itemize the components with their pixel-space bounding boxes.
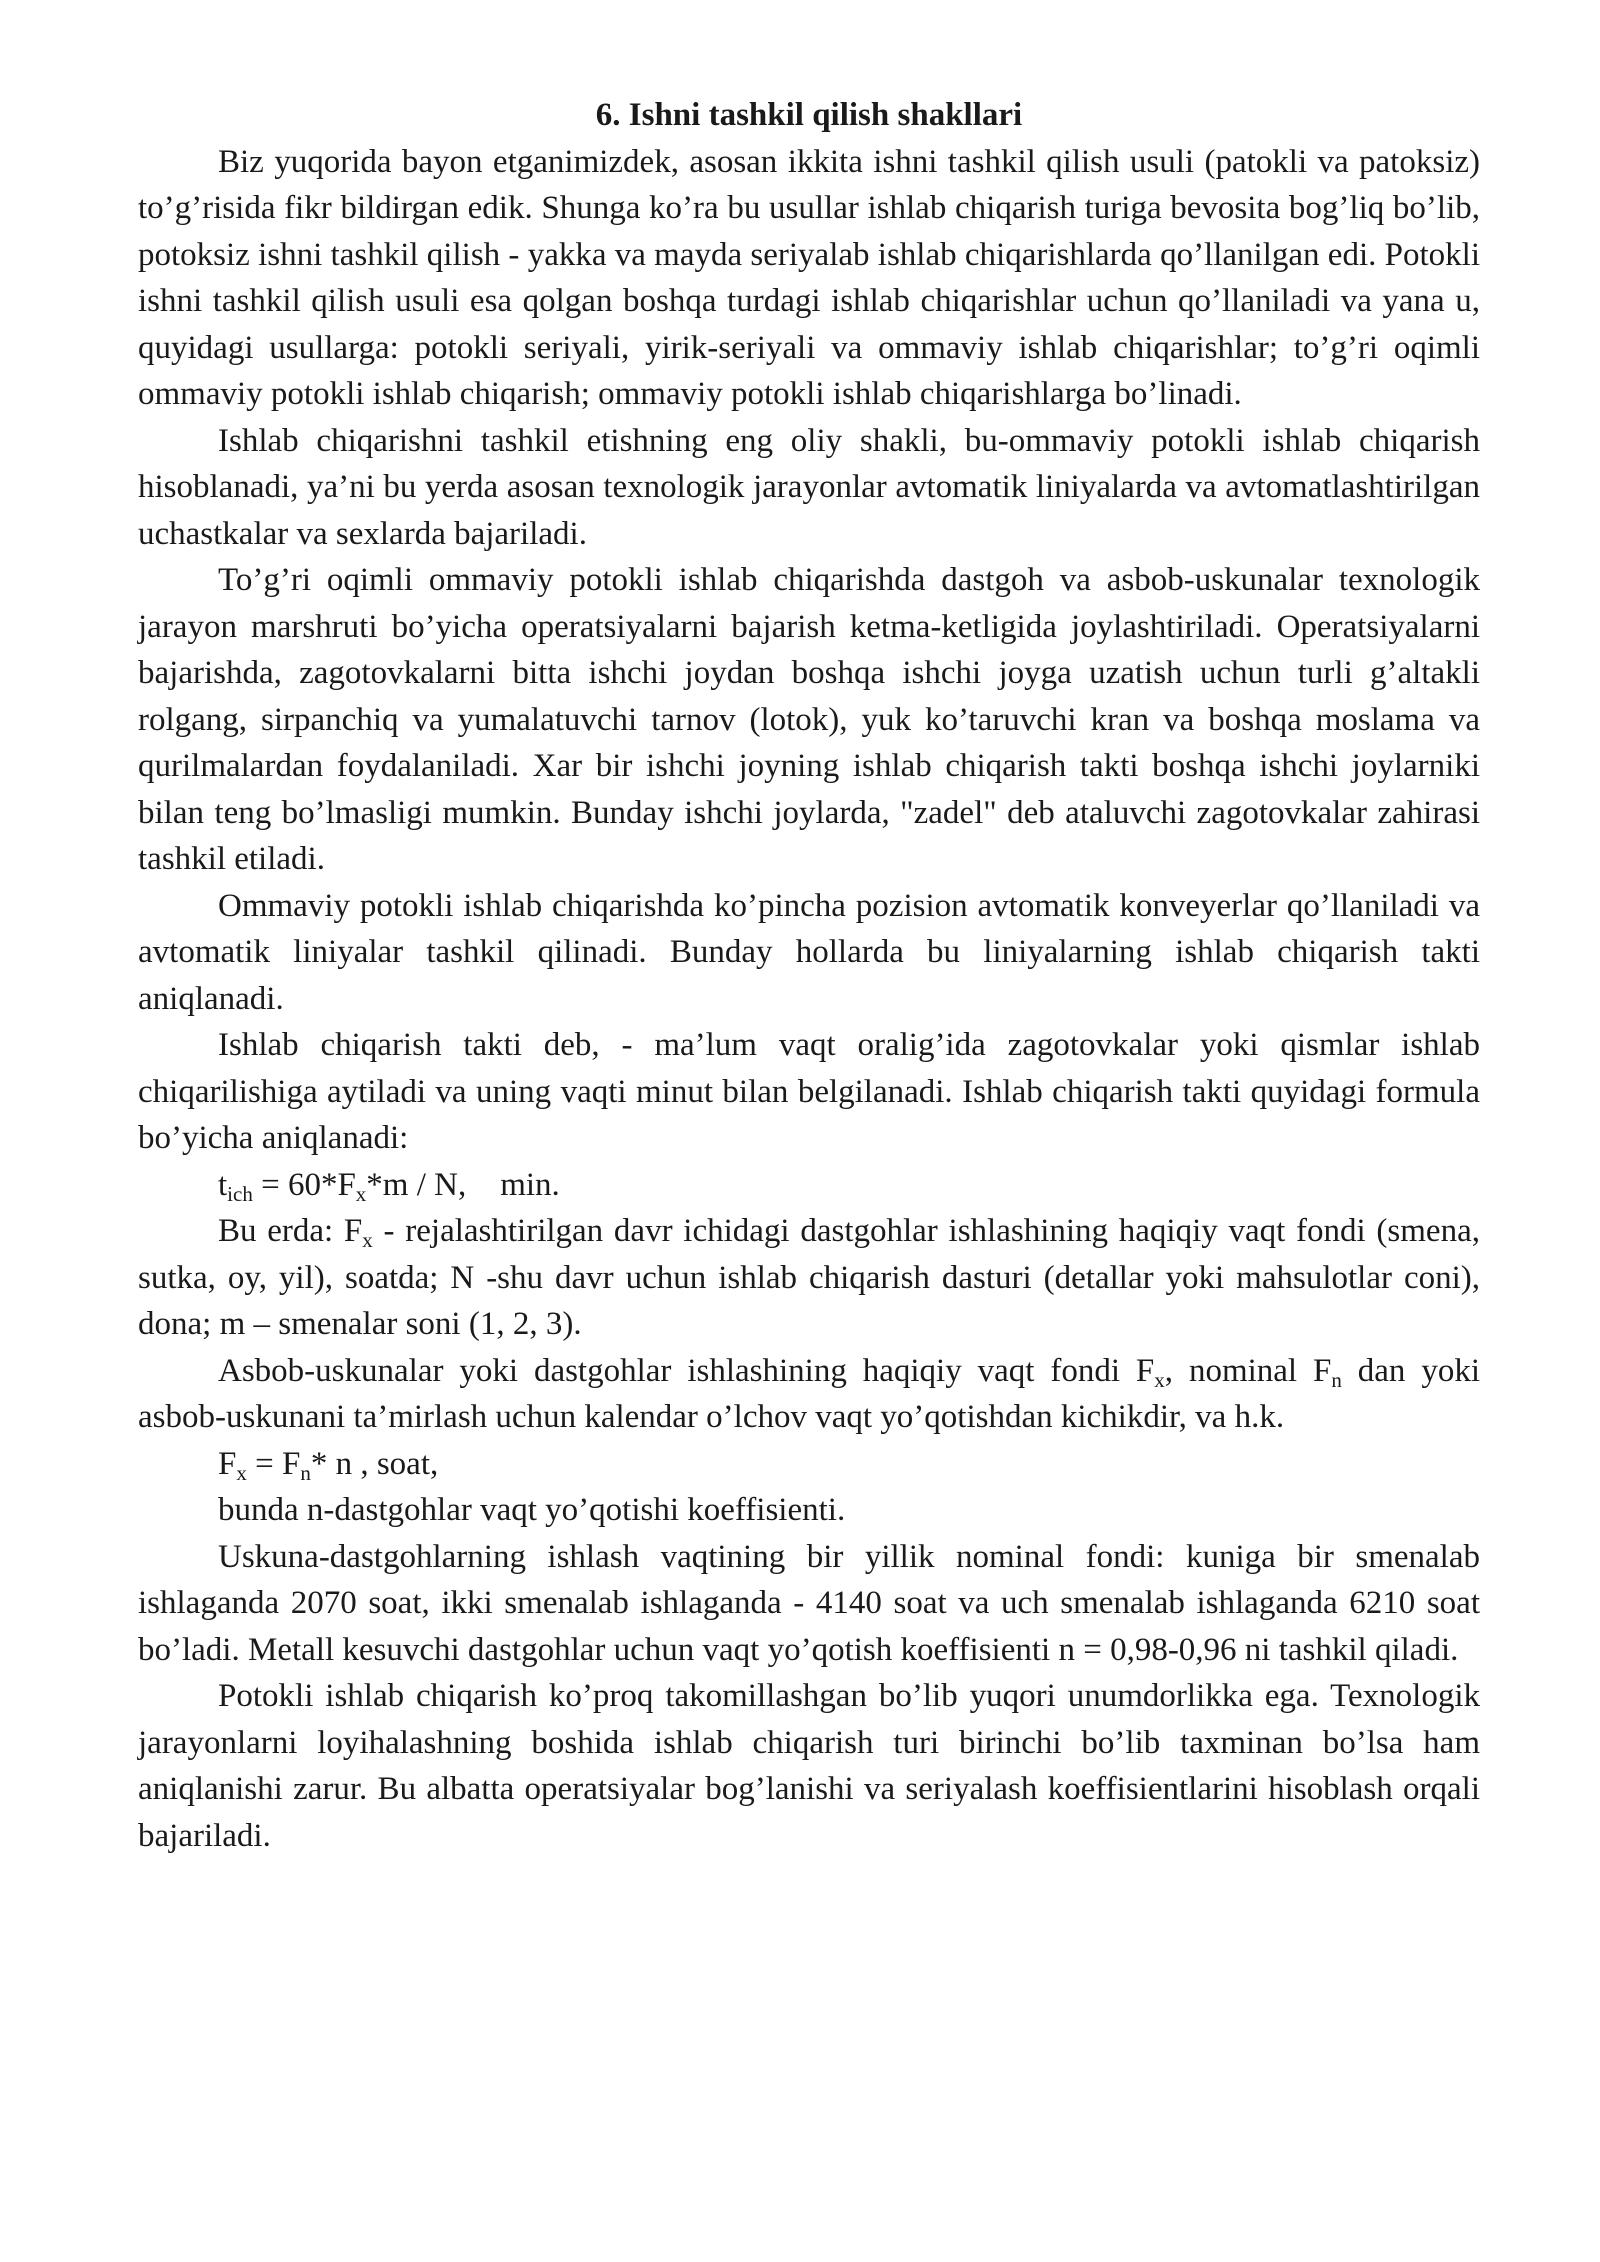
formula-subscript-x: x	[355, 1181, 367, 1206]
fund-formula	[138, 1441, 1480, 1488]
p7-subscript-x: x	[1154, 1367, 1165, 1392]
section-title: 6. Ishni tashkil qilish shakllari	[595, 97, 1023, 133]
p7-subscript-n: n	[1331, 1367, 1342, 1392]
formula2-rest: * n , soat,	[310, 1445, 439, 1482]
formula2-subscript-n: n	[300, 1460, 311, 1485]
p6-lead: Bu erda: F	[218, 1213, 363, 1249]
p7-lead: Asbob-uskunalar yoki dastgohlar ishlashining haqiqiy vaqt fondi F	[218, 1352, 1155, 1389]
formula2-var: F	[218, 1445, 237, 1482]
p7-text: dan yoki asbob-uskunani ta’mirlash uchun kalendar o’lchov vaqt yo’qotishdan kichikdir, va h.k.	[138, 1352, 1480, 1435]
formula-body-end: *m / N,	[366, 1166, 467, 1203]
p6-subscript: x	[362, 1228, 373, 1252]
formula2-mid: = F	[246, 1445, 301, 1482]
formula-subscript: ich	[227, 1181, 253, 1206]
paragraph-5: Ishlab chiqarish takti deb, - ma’lum vaqt oralig’ida zagotovkalar yoki qismlar ishlab chiqarilishiga aytiladi va uning vaqti minut bilan belgilanadi. Ishlab chiqarish takti quyidagi formula bo’yicha aniqlanadi:	[138, 1027, 1480, 1156]
paragraph-7	[138, 1348, 1480, 1441]
paragraph-8: Uskuna-dastgohlarning ishlash vaqtining bir yillik nominal fondi: kuniga bir smenalab ishlaganda 2070 soat, ikki smenalab ishlaganda - 4140 soat va uch smenalab ishlaganda 6210 soat bo’ladi. Metall kesuvchi dastgohlar uchun vaqt yo’qotish koeffisienti n = 0,98-0,96 ni tashkil qiladi.	[138, 1538, 1480, 1668]
p6-text: - rejalashtirilgan davr ichidagi dastgohlar ishlashining haqiqiy vaqt fondi (smena, sutka, oy, yil), soatda; N -shu davr uchun ishlab chiqarish dasturi (detallar yoki mahsulotlar coni), dona; m – smenalar soni (1, 2, 3).	[138, 1213, 1480, 1342]
p7-mid: , nominal F	[1164, 1352, 1332, 1389]
paragraph-6	[138, 1208, 1480, 1348]
formula-var: t	[218, 1166, 228, 1203]
paragraph-9: Potokli ishlab chiqarish ko’proq takomillashgan bo’lib yuqori unumdorlikka ega. Texnologik jarayonlarni loyihalashning boshida ishlab chiqarish turi birinchi bo’lib taxminan bo’lsa ham aniqlanishi zarur. Bu albatta operatsiyalar bog’lanishi va seriyalash koeffisientlarini hisoblash orqali bajariladi.	[138, 1678, 1480, 1854]
takt-formula	[138, 1162, 1480, 1209]
formula2-subscript: x	[236, 1460, 247, 1485]
formula-body: = 60*F	[252, 1166, 356, 1203]
document-page	[138, 92, 1480, 1859]
paragraph-3: To’g’ri oqimli ommaviy potokli ishlab chiqarishda dastgoh va asbob-uskunalar texnologik jarayon marshruti bo’yicha operatsiyalarni bajarish ketma-ketligida joylashtiriladi. Operatsiyalarni bajarishda, zagotovkalarni bitta ishchi joydan boshqa ishchi joyga uzatish uchun turli g’altakli rolgang, sirpanchiq va yumalatuvchi tarnov (lotok), yuk ko’taruvchi kran va boshqa moslama va qurilmalardan foydalaniladi. Xar bir ishchi joyning ishlab chiqarish takti boshqa ishchi joylarniki bilan teng bo’lmasligi mumkin. Bunday ishchi joylarda, "zadel" deb ataluvchi zagotovkalar zahirasi tashkil etiladi.	[138, 562, 1480, 877]
formula2-note: bunda n-dastgohlar vaqt yo’qotishi koeffisienti.	[218, 1492, 846, 1528]
paragraph-4: Ommaviy potokli ishlab chiqarishda ko’pincha pozision avtomatik konveyerlar qo’llaniladi va avtomatik liniyalar tashkil qilinadi. Bunday hollarda bu liniyalarning ishlab chiqarish takti aniqlanadi.	[138, 887, 1480, 1017]
paragraph-1: Biz yuqorida bayon etganimizdek, asosan ikkita ishni tashkil qilish usuli (patokli va patoksiz) to’g’risida fikr bildirgan edik. Shunga ko’ra bu usullar ishlab chiqarish turiga bevosita bog’liq bo’lib, potoksiz ishni tashkil qilish - yakka va mayda seriyalab ishlab chiqarishlarda qo’llanilgan edi. Potokli ishni tashkil qilish usuli esa qolgan boshqa turdagi ishlab chiqarishlar uchun qo’llaniladi va yana u, quyidagi usullarga: potokli seriyali, yirik-seriyali va ommaviy ishlab chiqarishlar; to’g’ri oqimli ommaviy potokli ishlab chiqarish; ommaviy potokli ishlab chiqarishlarga bo’linadi.	[138, 143, 1480, 412]
formula-unit: min.	[500, 1166, 560, 1203]
paragraph-2: Ishlab chiqarishni tashkil etishning eng oliy shakli, bu-ommaviy potokli ishlab chiqarish hisoblanadi, ya’ni bu yerda asosan texnologik jarayonlar avtomatik liniyalarda va avtomatlashtirilgan uchastkalar va sexlarda bajariladi.	[138, 422, 1480, 552]
